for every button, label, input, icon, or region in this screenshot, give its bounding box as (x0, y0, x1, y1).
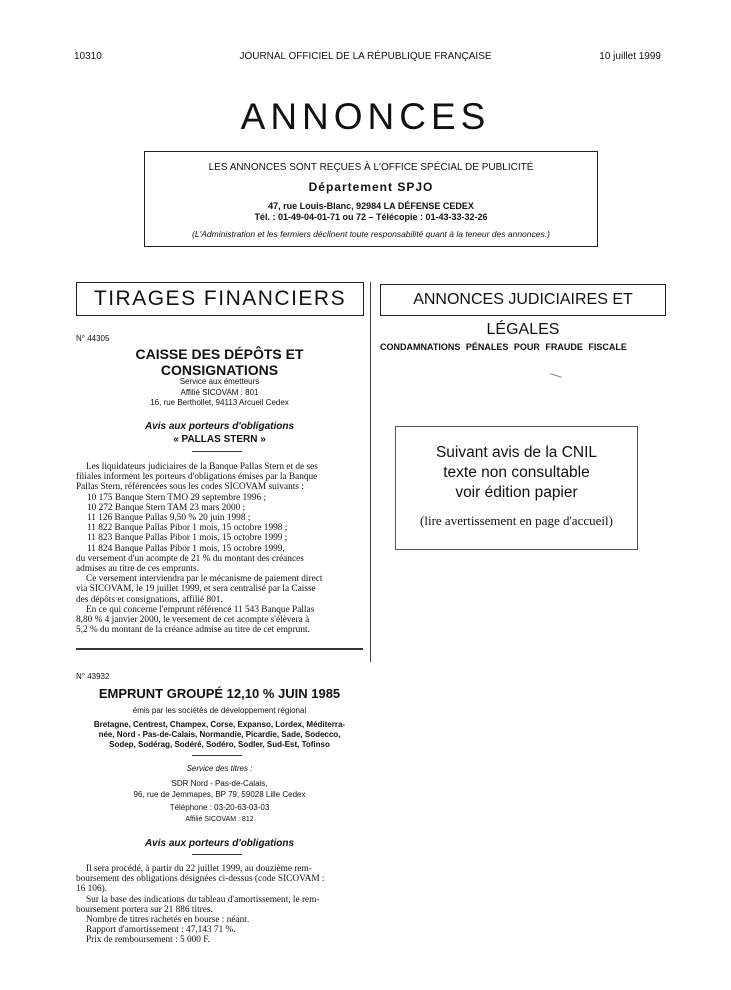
body-line: Sur la base des indications du tableau d'amortissement, le rem- (86, 894, 320, 905)
journal-title: JOURNAL OFFICIEL DE LA RÉPUBLIQUE FRANÇAISE (239, 51, 492, 62)
body-line: des dépôts et consignations, affilié 801. (76, 594, 223, 605)
body-line: du versement d'un acompte de 21 % du montant des créances (76, 553, 304, 564)
section-title-right: ANNONCES JUDICIAIRES ET LÉGALES (380, 284, 666, 316)
cnil-line2: texte non consultable (443, 464, 590, 481)
notice1-service (76, 377, 363, 409)
right-subheading: CONDAMNATIONS PÉNALES POUR FRAUDE FISCALE (380, 342, 627, 352)
notice-line1: LES ANNONCES SONT REÇUES À L'OFFICE SPÉCIAL DE PUBLICITÉ (208, 162, 534, 173)
body-line: 16 106). (76, 884, 107, 895)
body-line: 11 822 Banque Pallas Pibor 1 mois, 15 octobre 1998 ; (87, 523, 288, 534)
notice-separator (76, 648, 363, 650)
body-line: 11 824 Banque Pallas Pibor 1 mois, 15 octobre 1999, (87, 543, 285, 554)
body-line: admises au titre de ces emprunts. (76, 564, 199, 575)
body-line: filiales informent les porteurs d'obligations émises par la Banque (76, 472, 318, 483)
divider (192, 451, 242, 452)
regions-line: Sodep, Sodérag, Sodéré, Sodéro, Sodler, Sud-Est, Tofinso (109, 740, 330, 749)
body-line: 11 126 Banque Pallas 9,50 % 20 juin 1998 ; (87, 513, 251, 524)
notice2-service (76, 778, 363, 825)
body-line: 8,80 % 4 janvier 2000, le versement de cet acompte s'élèvera à (76, 615, 310, 626)
notice1-service-line: Service aux émetteurs (179, 377, 260, 386)
notice2-service-title: Service des titres : (186, 764, 253, 773)
cnil-line1: Suivant avis de la CNIL (435, 444, 598, 461)
notice2-body (76, 864, 363, 946)
notice-phones: Tél. : 01-49-04-01-71 ou 72 – Télécopie : 01-43-33-32-26 (254, 212, 488, 222)
body-line: Nombre de titres rachetés en bourse : néant. (86, 915, 250, 926)
body-line: via SICOVAM, le 19 juillet 1999, et sera centralisé par la Caisse (76, 584, 316, 595)
body-line: Il sera procédé, à partir du 22 juillet 1999, au douzième rem- (86, 864, 312, 874)
issue-date: 10 juillet 1999 (599, 51, 661, 62)
cnil-line4: (lire avertissement en page d'accueil) (420, 513, 613, 528)
regions-line: Bretagne, Centrest, Champex, Corse, Expanso, Lordex, Méditerra- (93, 720, 346, 729)
notice2-title: EMPRUNT GROUPÉ 12,10 % JUIN 1985 (98, 686, 341, 701)
body-line: Rapport d'amortissement : 47,143 71 %. (86, 925, 236, 936)
divider (192, 854, 242, 855)
cnil-line3: voir édition papier (455, 484, 578, 501)
body-line: 10 175 Banque Stern TMO 29 septembre 1996 ; (87, 492, 267, 503)
service-line: Affilié SICOVAM : 812 (185, 816, 254, 823)
notice2-number: N° 43932 (76, 672, 110, 681)
body-line: Les liquidateurs judiciaires de la Banque Pallas Stern et de ses (86, 462, 318, 472)
notice-disclaimer: (L'Administration et les fermiers déclinent toute responsabilité quant à la teneur des annonces.) (192, 229, 550, 239)
notice1-title: CAISSE DES DÉPÔTS ET CONSIGNATIONS (135, 346, 304, 378)
service-line: SDR Nord - Pas-de-Calais, (171, 779, 268, 788)
notice1-service-line: 16, rue Berthollet, 94113 Arcueil Cedex (150, 398, 289, 407)
notice1-subject: « PALLAS STERN » (173, 434, 266, 445)
notice1-number: N° 44305 (76, 334, 110, 343)
body-line: Pallas Stern, référencées sous les codes SICOVAM suivants : (76, 482, 304, 493)
body-line: 5,2 % du montant de la créance admise au titre de cet emprunt. (76, 625, 310, 636)
body-line: Ce versement interviendra par le mécanisme de paiement direct (86, 574, 323, 585)
divider (192, 755, 242, 756)
notice1-avis: Avis aux porteurs d'obligations (144, 421, 295, 432)
notice1-body (76, 462, 363, 635)
regions-line: née, Nord - Pas-de-Calais, Normandie, Picardie, Sade, Sodecco, (98, 730, 341, 739)
body-line: 10 272 Banque Stern TAM 23 mars 2000 ; (87, 502, 246, 513)
notice-department: Département SPJO (308, 180, 434, 194)
decorative-mark (550, 373, 562, 378)
service-line: Téléphone : 03-20-63-03-03 (169, 803, 270, 812)
notice1-service-line: Affilié SICOVAM : 801 (180, 387, 259, 397)
notice-box (144, 151, 598, 247)
page-number: 10310 (74, 51, 102, 62)
body-line: En ce qui concerne l'emprunt référencé 11 543 Banque Pallas (86, 604, 315, 615)
main-title: ANNONCES (240, 96, 491, 137)
body-line: boursement portera sur 21 886 titres. (76, 904, 213, 915)
body-line: boursement des obligations désignées ci-dessus (code SICOVAM : (76, 874, 325, 885)
section-title-left: TIRAGES FINANCIERS (76, 282, 364, 316)
notice2-regions (76, 720, 363, 750)
notice2-subtitle: émis par les sociétés de développement régional (132, 706, 307, 715)
body-line: Prix de remboursement : 5 000 F. (86, 935, 210, 946)
cnil-notice-box (395, 426, 638, 550)
service-line: 96, rue de Jemmapes, BP 79, 59028 Lille Cedex (133, 790, 306, 799)
notice2-avis: Avis aux porteurs d'obligations (144, 838, 295, 849)
body-line: 11 823 Banque Pallas Pibor 1 mois, 15 octobre 1999 ; (87, 533, 288, 544)
notice-address: 47, rue Louis-Blanc, 92984 LA DÉFENSE CEDEX (268, 201, 474, 211)
column-divider (370, 282, 371, 662)
